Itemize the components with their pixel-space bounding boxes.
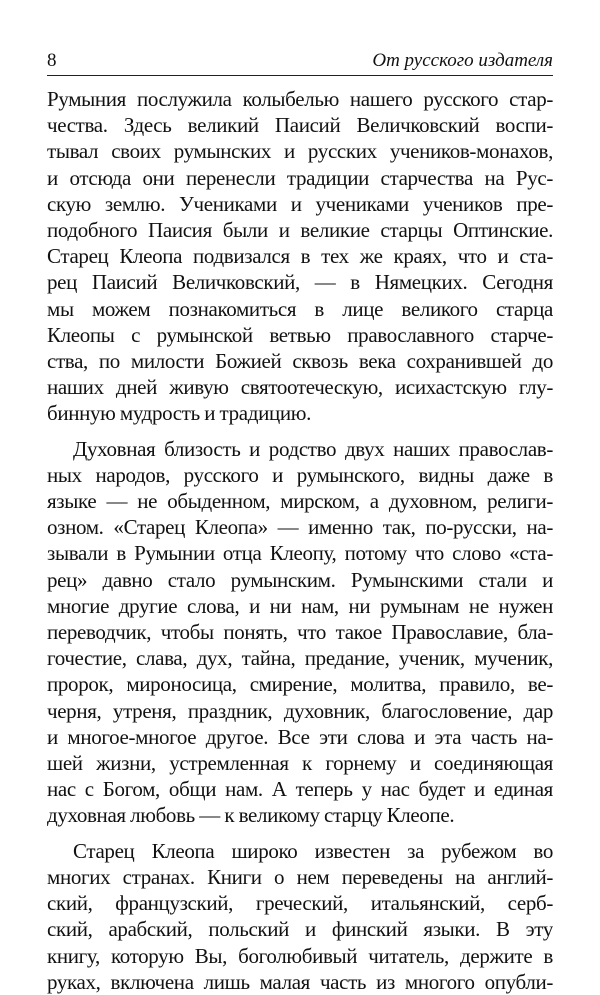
paragraph-2 [47,436,553,829]
text-line: книгу, которую Вы, боголюбивый читатель, держите в [47,943,553,968]
text-line: шей жизни, устремленная к горнему и соединяющая [47,751,553,776]
text-line: чества. Здесь великий Паисий Величковский воспи- [47,113,553,138]
text-line: зывали в Румынии отца Клеопу, потому что слово «ста- [47,541,553,566]
text-line: и многое-многое другое. Все эти слова и эта часть на- [47,724,553,749]
text-line: руках, включена лишь малая часть из многого опубли- [47,969,553,994]
text-line: пророк, мироносица, смирение, молитва, правило, ве- [47,672,553,697]
running-header [47,44,553,76]
text-line: многих странах. Книги о нем переведены на англий- [47,864,553,889]
text-line: ский, арабский, польский и финский языки. В эту [47,917,553,942]
text-line: Румыния послужила колыбелью нашего русского стар- [47,87,553,111]
text-line: духовная любовь — к великому старцу Клеопе. [47,803,455,828]
text-line: рец Паисий Величковский, — в Нямецких. Сегодня [47,270,553,295]
text-line: озном. «Старец Клеопа» — именно так, по-русски, на- [47,515,553,540]
text-line: тывал своих румынских и русских учеников-монахов, [47,139,553,164]
text-line: подобного Паисия были и великие старцы Оптинские. [47,218,553,243]
text-line: переводчик, чтобы понять, что такое Православие, бла- [47,620,553,645]
text-line: ных народов, русского и румынского, видны даже в [47,462,553,487]
text-line: мы можем познакомиться в лице великого старца [47,296,553,321]
text-line: рец» давно стало румынским. Румынскими стали и [47,567,553,592]
text-line: Духовная близость и родство двух наших православ- [73,436,553,461]
text-line: Старец Клеопа широко известен за рубежом во [73,838,553,863]
text-line: языке — не обыденном, мирском, а духовном, религи- [47,489,553,514]
text-line: черня, утреня, праздник, духовник, благословение, дар [47,698,553,723]
text-line: бинную мудрость и традицию. [47,401,311,426]
text-line: гочестие, слава, дух, тайна, предание, ученик, мученик, [47,646,553,671]
text-line: многие другие слова, и ни нам, ни румынам не нужен [47,593,553,618]
paragraph-1 [47,86,553,427]
text-line: ский, французский, греческий, итальянский, серб- [47,891,553,916]
section-title: От русского издателя [372,50,553,71]
page-number: 8 [47,50,57,71]
paragraph-3 [47,838,553,995]
text-line: Клеопы с румынской ветвью православного старче- [47,322,553,347]
text-line: наших дней живую святоотеческую, исихастскую глу- [47,375,553,400]
text-line: ства, по милости Божией сквозь века сохранившей до [47,349,553,374]
text-line: и отсюда они перенесли традиции старчества на Рус- [47,165,553,190]
text-line: нас с Богом, общи нам. А теперь у нас будет и единая [47,777,553,802]
body-text [47,86,553,995]
text-line: Старец Клеопа подвизался в тех же краях, что и ста- [47,244,553,269]
text-line: скую землю. Учениками и учениками учеников пре- [47,191,553,216]
